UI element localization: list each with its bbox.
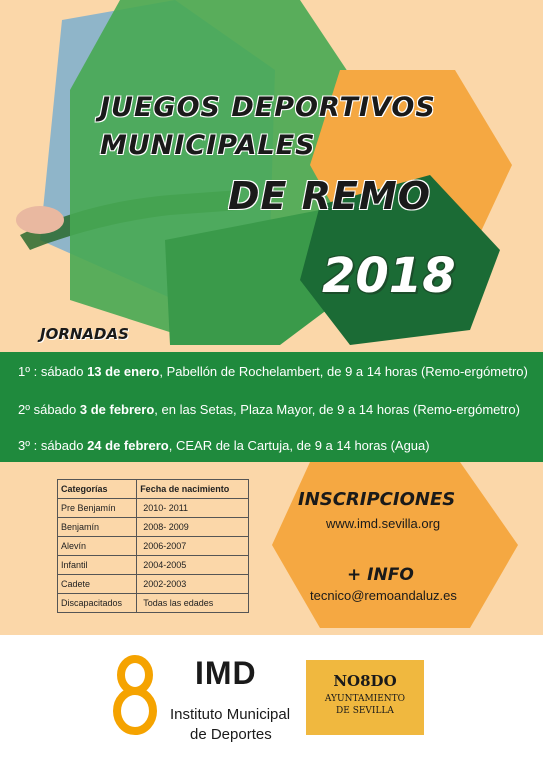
- ayuntamiento-line-1: AYUNTAMIENTO: [324, 694, 406, 704]
- imd-eight-logo-icon: [110, 655, 160, 735]
- table-cell: Benjamín: [58, 518, 137, 537]
- info-email-link[interactable]: tecnico@remoandaluz.es: [310, 588, 457, 603]
- table-cell: Discapacitados: [58, 594, 137, 613]
- ayuntamiento-line-2: DE SEVILLA: [336, 706, 394, 716]
- jornadas-heading: JORNADAS: [40, 325, 129, 343]
- ayuntamiento-logo: [306, 660, 424, 735]
- table-row: [58, 518, 249, 537]
- table-cell: Cadete: [58, 575, 137, 594]
- table-cell: 2004-2005: [137, 556, 249, 575]
- table-header: Categorías: [58, 480, 137, 499]
- table-cell: Alevín: [58, 537, 137, 556]
- table-row: [58, 499, 249, 518]
- table-cell: 2006-2007: [137, 537, 249, 556]
- inscripciones-heading: INSCRIPCIONES: [298, 489, 456, 510]
- imd-name: IMD: [195, 655, 257, 691]
- inscripciones-website-link[interactable]: www.imd.sevilla.org: [326, 516, 441, 531]
- table-cell: 2008- 2009: [137, 518, 249, 537]
- jornada-item-2: 2º sábado 3 de febrero, en las Setas, Plaza Mayor, de 9 a 14 horas (Remo-ergómetro): [18, 402, 520, 417]
- footer-background: [0, 635, 543, 768]
- table-row: [58, 575, 249, 594]
- imd-subtitle-line-2: de Deportes: [190, 726, 272, 743]
- year-label: 2018: [322, 248, 456, 304]
- categories-table: [57, 479, 249, 613]
- table-row: [58, 537, 249, 556]
- title-line-1: JUEGOS DEPORTIVOS: [100, 92, 436, 123]
- table-cell: 2002-2003: [137, 575, 249, 594]
- table-cell: Todas las edades: [137, 594, 249, 613]
- table-row: [58, 556, 249, 575]
- title-line-3: DE REMO: [228, 174, 432, 218]
- table-row: [58, 594, 249, 613]
- orange-hexagon-bottom: [272, 462, 518, 628]
- no8do-mark: NO8DO: [333, 672, 397, 690]
- imd-subtitle-line-1: Instituto Municipal: [170, 706, 291, 723]
- jornada-item-1: 1º : sábado 13 de enero, Pabellón de Rochelambert, de 9 a 14 horas (Remo-ergómetro): [18, 364, 528, 379]
- jornada-item-3: 3º : sábado 24 de febrero, CEAR de la Cartuja, de 9 a 14 horas (Agua): [18, 438, 430, 453]
- info-heading: + INFO: [347, 565, 414, 585]
- table-cell: Pre Benjamín: [58, 499, 137, 518]
- title-line-2: MUNICIPALES: [100, 130, 316, 161]
- hand-graphic: [16, 206, 64, 234]
- table-header: Fecha de nacimiento: [137, 480, 249, 499]
- table-header-row: [58, 480, 249, 499]
- table-cell: 2010- 2011: [137, 499, 249, 518]
- table-cell: Infantil: [58, 556, 137, 575]
